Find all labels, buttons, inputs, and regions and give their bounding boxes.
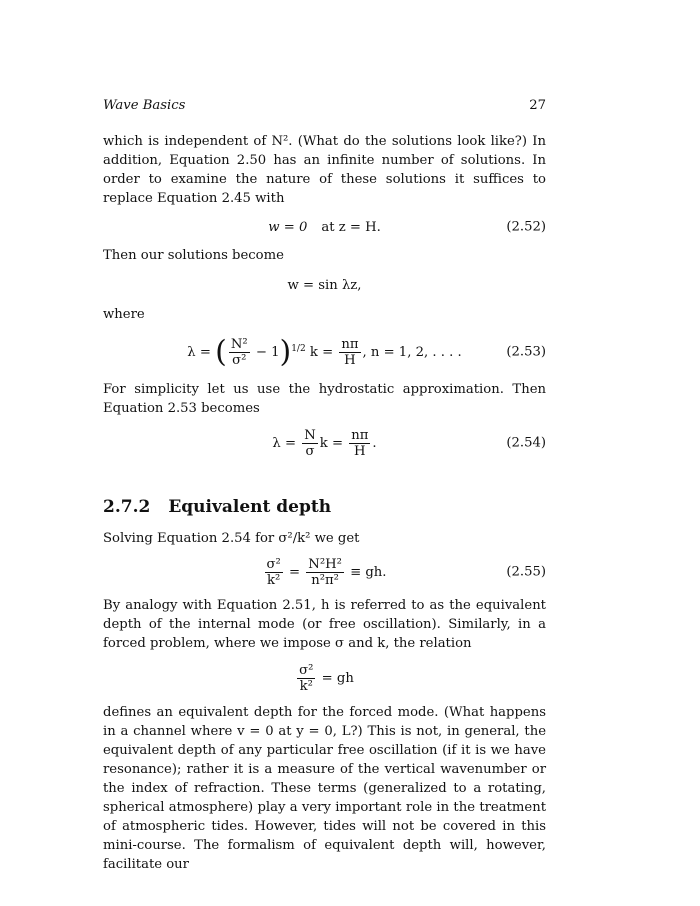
section-title: Equivalent depth — [168, 497, 332, 517]
paragraph-1: which is independent of N². (What do the solutions look like?) In addition, Equation 2.50 has an infinite number of solutions. In order to examine the nature of these solutions it suffices to replace Equation 2.45 with — [103, 134, 546, 206]
fraction — [339, 337, 360, 368]
fraction — [302, 428, 318, 459]
eq254-tail: . — [372, 435, 377, 451]
numerator: nπ — [351, 427, 369, 443]
paragraph-6: By analogy with Equation 2.51, h is referred to as the equivalent depth of the internal mode (or free oscillation). Similarly, in a forced problem, where we impose σ and k, the relation — [103, 598, 546, 651]
paragraph-7: defines an equivalent depth for the forced mode. (What happens in a channel where v = 0 at y = 0, L?) This is not, in general, the equivalent depth of any particular free oscillation (if it is we have resonance); rather it is a measure of the vertical wavenumber or the index of refraction. These terms (generalized to a rotating, spherical atmosphere) play a very important role in the treatment of atmospheric tides. However, tides will not be covered in this mini-course. The formalism of equivalent depth will, however, facilitate our — [103, 705, 546, 872]
denominator: σ — [305, 443, 315, 459]
eq252-rhs: at z = H. — [321, 219, 381, 235]
page-number: 27 — [529, 98, 546, 113]
page — [103, 96, 546, 874]
running-header — [103, 96, 546, 115]
section-heading — [103, 498, 546, 517]
denominator: n²π² — [311, 572, 339, 588]
denominator: H — [354, 443, 366, 459]
equation-2-54 — [103, 418, 546, 468]
equation-2-52 — [103, 208, 546, 246]
equation-gh — [103, 653, 546, 703]
equation-2-53 — [103, 324, 546, 380]
paragraph-5: Solving Equation 2.54 for σ²/k² we get — [103, 531, 360, 546]
denominator: k² — [267, 572, 281, 588]
equation-number: (2.53) — [506, 344, 546, 360]
denominator: σ² — [232, 352, 247, 368]
equation-sin — [103, 265, 546, 305]
numerator: N²H² — [308, 556, 342, 572]
eq252-lhs: w = 0 — [268, 219, 308, 235]
fraction — [297, 663, 315, 694]
left-paren: ( — [215, 334, 227, 369]
paragraph-2: Then our solutions become — [103, 248, 284, 263]
numerator: σ² — [299, 662, 314, 678]
denominator: H — [344, 352, 356, 368]
eq-gh-tail: = gh — [321, 670, 354, 686]
eq253-mid: k = — [309, 344, 334, 360]
inner-tail: − 1 — [255, 344, 280, 360]
fraction — [349, 428, 370, 459]
eq254-mid: k = — [319, 435, 343, 451]
right-paren: ) — [279, 334, 292, 369]
equation-number: (2.55) — [506, 564, 546, 580]
exponent: 1/2 — [291, 343, 306, 354]
section-number: 2.7.2 — [103, 497, 151, 517]
eq253-lhs: λ = — [187, 344, 211, 360]
numerator: N — [304, 427, 316, 443]
paragraph-4: For simplicity let us use the hydrostatic approximation. Then Equation 2.53 becomes — [103, 382, 546, 416]
fraction — [229, 337, 250, 368]
fraction — [306, 557, 344, 588]
equation-number: (2.54) — [506, 435, 546, 451]
eq254-lhs: λ = — [272, 435, 297, 451]
numerator: σ² — [266, 556, 281, 572]
running-title: Wave Basics — [103, 98, 186, 113]
paragraph-3: where — [103, 307, 145, 322]
eq255-mid: = — [289, 564, 301, 580]
eq255-tail: ≡ gh. — [350, 564, 387, 580]
eq253-tail: , n = 1, 2, . . . . — [362, 344, 462, 360]
eq-sin-text: w = sin λz, — [287, 277, 362, 293]
equation-number: (2.52) — [506, 219, 546, 235]
numerator: N² — [230, 336, 248, 352]
numerator: nπ — [341, 336, 359, 352]
denominator: k² — [299, 678, 313, 694]
fraction — [265, 557, 283, 588]
equation-2-55 — [103, 548, 546, 596]
